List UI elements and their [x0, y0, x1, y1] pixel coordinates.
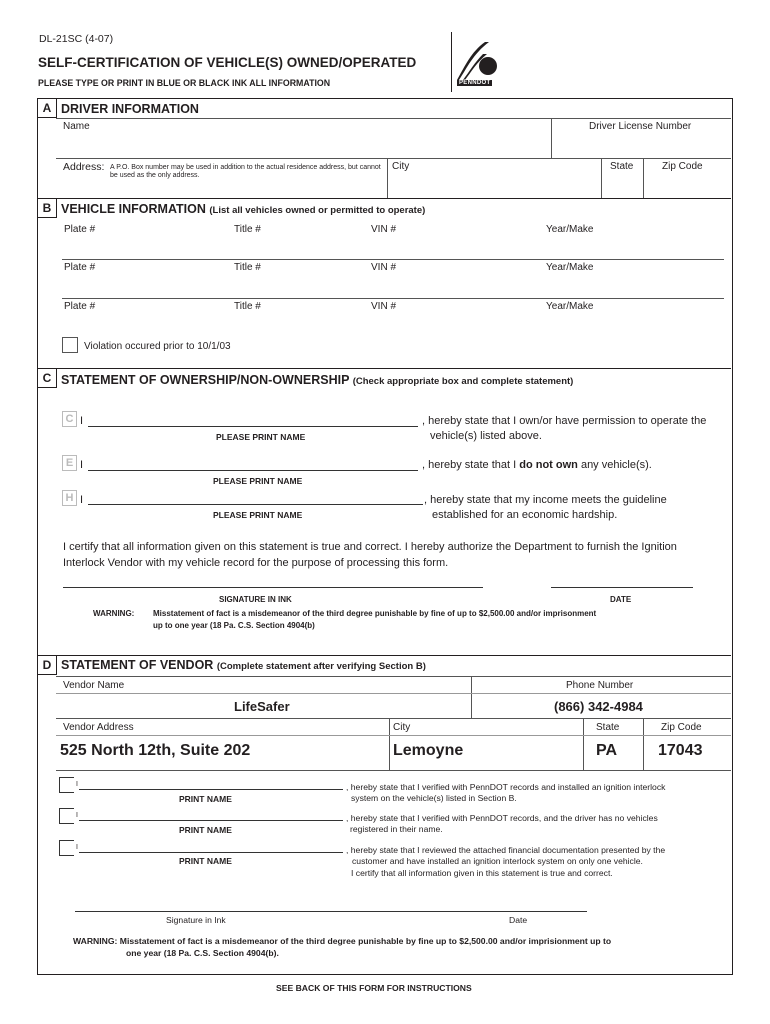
vendor-statement-3-name-line[interactable]	[79, 852, 343, 853]
violation-label: Violation occured prior to 10/1/03	[84, 341, 231, 352]
option-h-name-line[interactable]	[88, 504, 423, 505]
vendor-city-label: City	[393, 722, 411, 733]
name-label: Name	[63, 121, 90, 132]
date-label: DATE	[610, 595, 632, 604]
section-a-letter: A	[37, 99, 57, 118]
form-subtitle: PLEASE TYPE OR PRINT IN BLUE OR BLACK INK ALL INFORMATION	[38, 78, 331, 88]
yearmake-label-2: Year/Make	[546, 262, 594, 273]
vendor-statement-2-text: , hereby state that I verified with PennDOT records, and the driver has no vehicles	[346, 813, 658, 823]
vendor-city-value[interactable]: Lemoyne	[393, 742, 464, 759]
vendor-statement-1-print-label: PRINT NAME	[179, 794, 232, 804]
vendor-statement-2-print-label: PRINT NAME	[179, 825, 232, 835]
vendor-address-label: Vendor Address	[63, 722, 134, 733]
option-h-statement: , hereby state that my income meets the guideline	[424, 494, 667, 506]
yearmake-label-3: Year/Make	[546, 301, 594, 312]
vendor-name-label: Vendor Name	[63, 680, 125, 691]
signature-label: SIGNATURE IN INK	[219, 595, 292, 604]
violation-checkbox[interactable]	[62, 337, 78, 353]
logo-wordmark: PENNDOT	[459, 80, 491, 86]
vendor-state-value[interactable]: PA	[596, 742, 618, 759]
form-id: DL-21SC (4-07)	[39, 33, 114, 45]
city-label: City	[392, 161, 410, 172]
option-e-name-line[interactable]	[88, 470, 418, 471]
plate-label-1: Plate #	[64, 224, 96, 235]
option-e-print-label: PLEASE PRINT NAME	[213, 476, 303, 486]
vendor-statement-2-text-2: registered in their name.	[350, 824, 443, 834]
vehicle-row-2[interactable]	[62, 275, 724, 297]
date-line[interactable]	[551, 587, 693, 588]
section-b-heading: VEHICLE INFORMATION (List all vehicles owned or permitted to operate)	[61, 202, 426, 216]
vendor-zip-value[interactable]: 17043	[658, 742, 703, 759]
title-label-2: Title #	[234, 262, 261, 273]
warning-text: Misstatement of fact is a misdemeanor of the third degree punishable by fine of up to $2,500.00 and/or imprisonment	[153, 609, 597, 618]
vendor-statement-1-text-2: system on the vehicle(s) listed in Section B.	[351, 793, 517, 803]
vendor-zip-label: Zip Code	[661, 722, 702, 733]
vendor-statement-3-checkbox[interactable]	[59, 840, 74, 856]
keystone-swoosh-icon	[457, 36, 497, 82]
license-field[interactable]	[552, 132, 730, 158]
vendor-statement-2-name-line[interactable]	[79, 820, 343, 821]
vin-label-2: VIN #	[371, 262, 397, 273]
vendor-statement-1-checkbox[interactable]	[59, 777, 74, 793]
phone-label: Phone Number	[566, 680, 634, 691]
vendor-warning-text-2: one year (18 Pa. C.S. Section 4904(b).	[126, 948, 279, 958]
phone-value[interactable]: (866) 342-4984	[554, 699, 643, 714]
penndot-logo	[451, 32, 497, 90]
title-label-3: Title #	[234, 301, 261, 312]
option-c-checkbox[interactable]: C	[62, 411, 77, 427]
zip-label: Zip Code	[662, 161, 703, 172]
warning-text-2: up to one year (18 Pa. C.S. Section 4904(b)	[153, 621, 315, 630]
section-c-letter: C	[37, 369, 57, 388]
section-d-heading: STATEMENT OF VENDOR (Complete statement after verifying Section B)	[61, 658, 426, 672]
warning-label: WARNING:	[93, 609, 135, 618]
yearmake-label-1: Year/Make	[546, 224, 594, 235]
vin-label-3: VIN #	[371, 301, 397, 312]
section-c-heading: STATEMENT OF OWNERSHIP/NON-OWNERSHIP (Check appropriate box and complete statement)	[61, 373, 574, 387]
vendor-statement-1-text: , hereby state that I verified with PennDOT records and installed an ignition interlock	[346, 782, 666, 792]
option-h-statement-2: established for an economic hardship.	[432, 509, 618, 521]
option-e-statement: , hereby state that I do not own any vehicle(s).	[422, 459, 652, 471]
vendor-statement-3-text-3: I certify that all information given in this statement is true and correct.	[351, 868, 613, 878]
section-b-letter: B	[37, 199, 57, 218]
zip-field[interactable]	[644, 172, 730, 197]
option-c-print-label: PLEASE PRINT NAME	[216, 432, 306, 442]
vendor-signature-line[interactable]	[75, 911, 587, 912]
vendor-statement-3-text: , hereby state that I reviewed the attached financial documentation presented by the	[346, 845, 666, 855]
section-d-letter: D	[37, 656, 57, 675]
option-c-statement-2: vehicle(s) listed above.	[430, 430, 542, 442]
address-note: A P.O. Box number may be used in addition to the actual residence address, but cannot be used as the only address.	[110, 164, 381, 179]
plate-label-2: Plate #	[64, 262, 96, 273]
certify-text: I certify that all information given on this statement is true and correct. I hereby authorize the Department to furnish the Ignition	[63, 541, 677, 553]
license-label: Driver License Number	[589, 121, 692, 132]
plate-label-3: Plate #	[64, 301, 96, 312]
signature-line[interactable]	[63, 587, 483, 588]
state-field[interactable]	[602, 172, 642, 197]
vendor-statement-3-text-2: customer and have installed an ignition interlock system on only one vehicle.	[352, 856, 643, 866]
address-label: Address:	[63, 161, 105, 173]
option-h-print-label: PLEASE PRINT NAME	[213, 510, 303, 520]
section-a-heading: DRIVER INFORMATION	[61, 102, 199, 116]
city-field[interactable]	[388, 172, 600, 197]
vendor-date-label: Date	[509, 915, 528, 925]
vehicle-row-3[interactable]	[62, 313, 724, 335]
name-field[interactable]	[56, 132, 550, 158]
option-h-checkbox[interactable]: H	[62, 490, 77, 506]
vendor-signature-label: Signature in Ink	[166, 915, 226, 925]
certify-text-2: Interlock Vendor with my vehicle record for the purpose of processing this form.	[63, 557, 449, 569]
vendor-address-value[interactable]: 525 North 12th, Suite 202	[60, 742, 251, 759]
vehicle-row-1[interactable]	[62, 236, 724, 258]
option-c-name-line[interactable]	[88, 426, 418, 427]
form-title: SELF-CERTIFICATION OF VEHICLE(S) OWNED/OPERATED	[38, 55, 417, 70]
vendor-name-value[interactable]: LifeSafer	[234, 699, 290, 714]
option-e-checkbox[interactable]: E	[62, 455, 77, 471]
vendor-statement-2-checkbox[interactable]	[59, 808, 74, 824]
vendor-statement-1-name-line[interactable]	[79, 789, 343, 790]
state-label: State	[610, 161, 634, 172]
vin-label-1: VIN #	[371, 224, 397, 235]
footer-instructions: SEE BACK OF THIS FORM FOR INSTRUCTIONS	[276, 983, 472, 993]
title-label-1: Title #	[234, 224, 261, 235]
vendor-state-label: State	[596, 722, 620, 733]
option-c-statement: , hereby state that I own/or have permission to operate the	[422, 415, 707, 427]
address-field[interactable]	[56, 175, 386, 197]
vendor-statement-3-print-label: PRINT NAME	[179, 856, 232, 866]
vendor-warning-text: WARNING: Misstatement of fact is a misdemeanor of the third degree punishable by fine up to $2,500.00 and/or imprisionment up to	[73, 936, 612, 946]
